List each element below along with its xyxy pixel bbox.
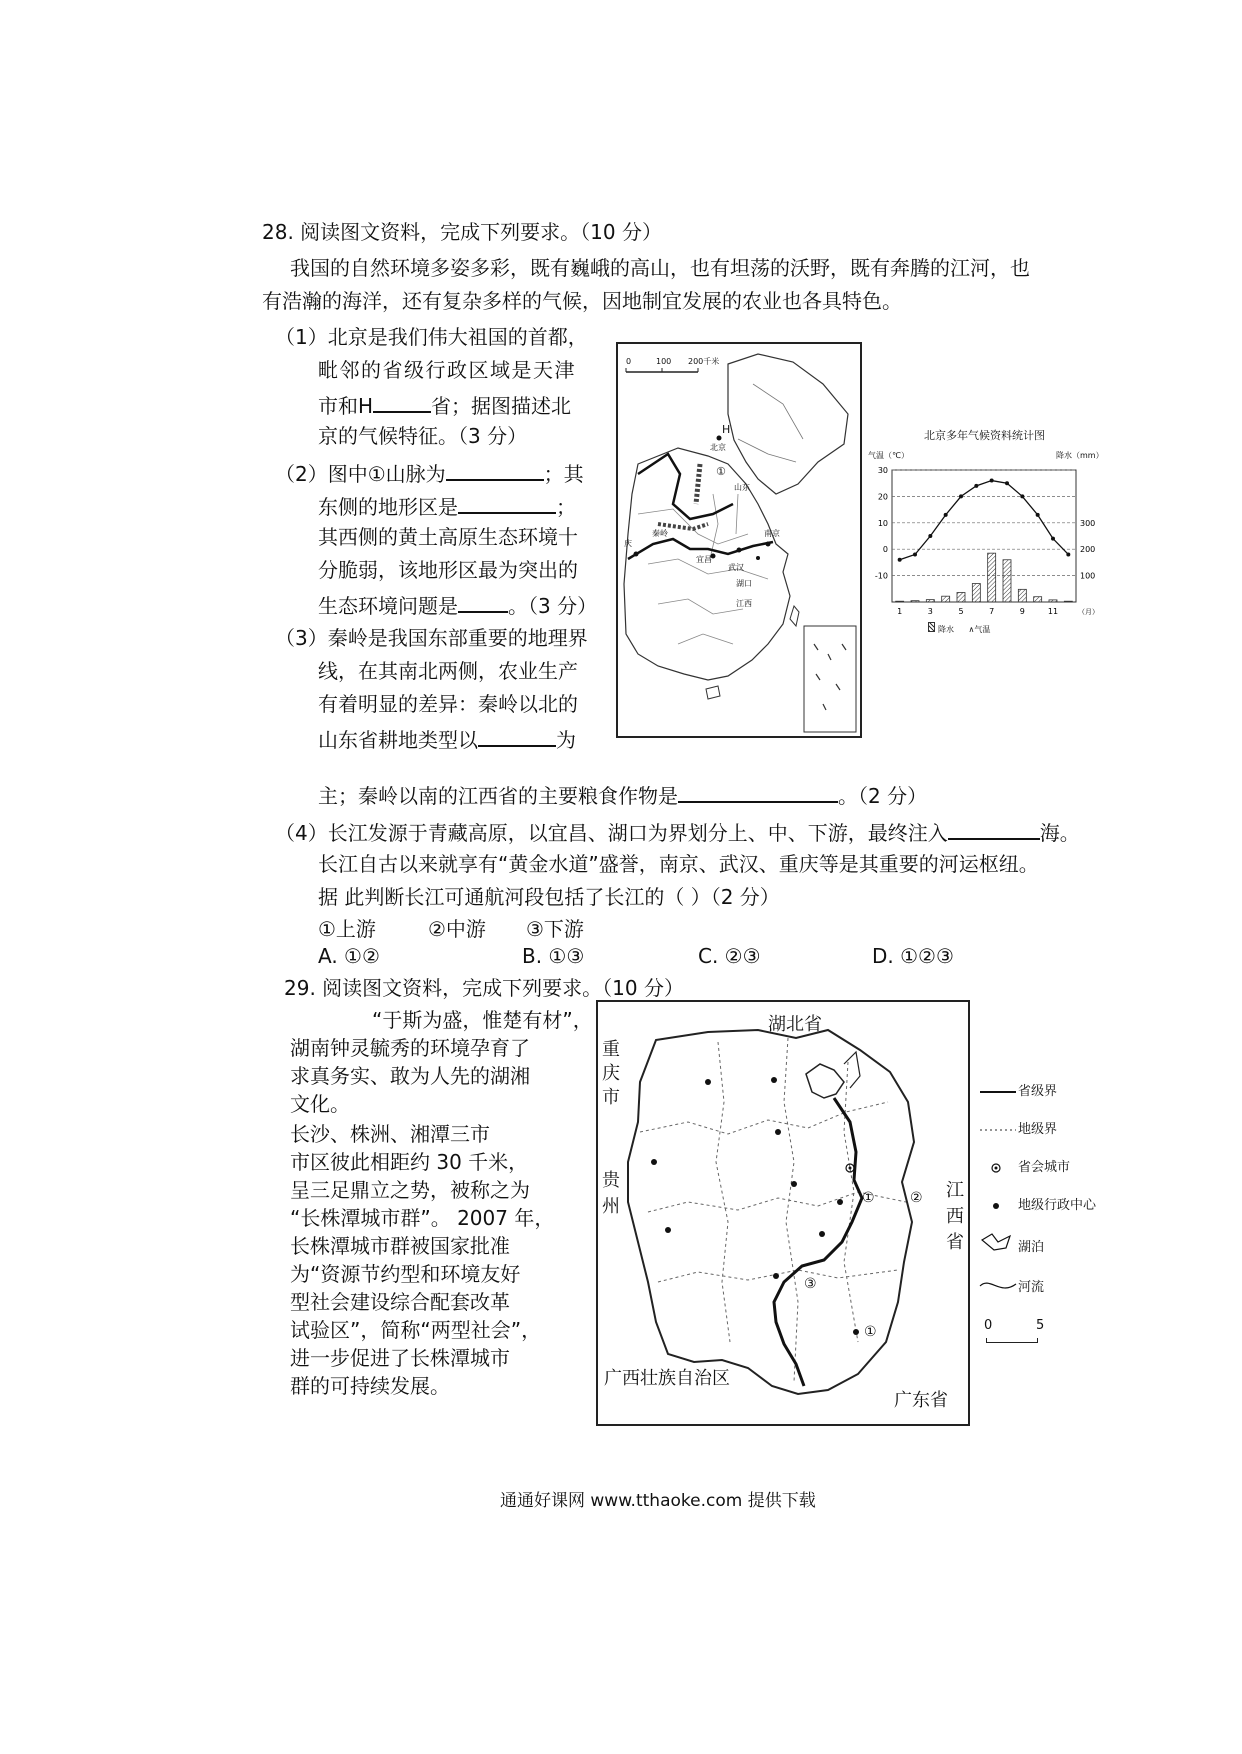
- q29-line11: 型社会建设综合配套改革: [290, 1290, 510, 1314]
- q29-line3: 求真务实、敢为人先的湖湘: [290, 1064, 530, 1088]
- chart-y-left-tick: 20: [877, 492, 888, 502]
- chart-point: [944, 513, 948, 517]
- q29-line14: 群的可持续发展。: [290, 1374, 450, 1398]
- chart-point: [898, 558, 902, 562]
- q29-line5: 长沙、株洲、湘潭三市: [290, 1122, 490, 1146]
- answer-blank-crop[interactable]: [678, 783, 838, 803]
- q28-p4-line3: 据 此判断长江可通航河段包括了长江的（ ）（2 分）: [318, 885, 780, 909]
- hunan-map-drawing: [598, 1002, 968, 1424]
- q29-line9: 长株潭城市群被国家批准: [290, 1234, 510, 1258]
- chart-bar: [1003, 560, 1011, 602]
- hunan-neighbor-guizhou: 贵州: [602, 1170, 620, 1217]
- legend-province-border: 省级界: [1018, 1084, 1058, 1099]
- legend-provincial-capital: 省会城市: [1018, 1160, 1071, 1175]
- chart-y-left-tick: 30: [877, 466, 888, 475]
- q28-p2-line3: 其西侧的黄土高原生态环境十: [318, 525, 578, 549]
- chart-bar: [972, 584, 980, 602]
- q28-p2-line2: [318, 494, 576, 517]
- q28-title: 28. 阅读图文资料，完成下列要求。（10 分）: [262, 220, 662, 244]
- hunan-neighbor-guangxi: 广西壮族自治区: [604, 1368, 730, 1389]
- chart-plot-frame: [892, 470, 1076, 602]
- answer-blank-eco-problem[interactable]: [458, 593, 508, 613]
- chart-bar: [957, 592, 965, 602]
- q28-p2-line1: [275, 461, 584, 484]
- q28-p2-text-d: ；: [556, 495, 576, 519]
- q28-p1-line4: 京的气候特征。（3 分）: [318, 424, 528, 448]
- option-a[interactable]: A. ①②: [318, 944, 380, 968]
- chart-bar: [1049, 600, 1057, 602]
- chart-legend-bar-icon: [928, 622, 935, 632]
- chart-y-left-tick: 10: [877, 518, 888, 528]
- q28-p4-item2: ②中游: [428, 917, 486, 941]
- q29-line1: “于斯为盛，惟楚有材”，: [372, 1008, 593, 1032]
- chart-point: [974, 484, 978, 488]
- legend-prefecture-center: 地级行政中心: [1018, 1198, 1097, 1213]
- chart-bar: [988, 553, 996, 602]
- q29-line6: 市区彼此相距约 30 千米，: [290, 1150, 529, 1174]
- chart-y-left-tick: 0: [882, 545, 888, 555]
- answer-blank-farmland[interactable]: [478, 727, 556, 747]
- q28-p2-text-a: （2）图中①山脉为: [275, 462, 446, 486]
- answer-blank-province[interactable]: [373, 393, 431, 413]
- q28-intro-line1: 我国的自然环境多姿多彩，既有巍峨的高山，也有坦荡的沃野，既有奔腾的江河，也: [290, 256, 1030, 280]
- option-b[interactable]: B. ①③: [522, 944, 585, 968]
- china-map-drawing: [618, 344, 860, 736]
- q28-p3-line1: （3）秦岭是我国东部重要的地理界: [275, 626, 588, 650]
- chart-bar: [926, 600, 934, 602]
- chart-bar: [896, 601, 904, 602]
- q29-line12: 试验区”，简称“两型社会”，: [290, 1318, 542, 1342]
- china-map-label-nanjing: 南京: [764, 529, 780, 538]
- chart-point: [1051, 537, 1055, 541]
- china-map-label-qinling: 秦岭: [652, 529, 668, 538]
- chart-series-line: [900, 481, 1069, 560]
- china-map-scale-200: 200千米: [688, 357, 720, 366]
- chart-x-tick: 3: [927, 607, 933, 616]
- climate-chart: [864, 462, 1104, 632]
- chart-bar: [1018, 589, 1026, 602]
- hunan-scale-5: 5: [1036, 1318, 1045, 1333]
- q28-p3-text-c: 主；秦岭以南的江西省的主要粮食作物是: [318, 784, 678, 808]
- q28-p1-line2: 毗邻的省级行政区域是天津: [318, 358, 576, 382]
- chart-y-right-tick: 300: [1080, 518, 1096, 528]
- q28-p4-text-b: 海。: [1039, 821, 1080, 845]
- q28-p4-item1: ①上游: [318, 917, 376, 941]
- q28-p3-line4: [318, 727, 576, 750]
- answer-blank-mountain[interactable]: [446, 461, 544, 481]
- chart-point: [1005, 481, 1009, 485]
- option-d[interactable]: D. ①②③: [872, 944, 954, 968]
- q28-intro-line2: 有浩瀚的海洋，还有复杂多样的气候，因地制宜发展的农业也各具特色。: [262, 289, 902, 313]
- hunan-marker-3: ③: [804, 1276, 817, 1292]
- chart-point: [928, 534, 932, 538]
- q28-p2-text-c: 东侧的地形区是: [318, 495, 458, 519]
- q28-p4-line1: [275, 820, 1080, 843]
- q28-p2-text-b: ；其: [543, 462, 584, 486]
- china-map-label-mountain-1: ①: [716, 465, 726, 478]
- chart-title: 北京多年气候资料统计图: [924, 429, 1045, 442]
- chart-bar: [942, 596, 950, 602]
- hunan-neighbor-guangdong: 广东省: [894, 1390, 948, 1411]
- chart-x-tick: 1: [897, 607, 903, 616]
- chart-ylabel-right: 降水（mm）: [1056, 451, 1104, 460]
- q28-p4-text-a: （4）长江发源于青藏高原，以宜昌、湖口为界划分上、中、下游，最终注入: [275, 821, 948, 845]
- chart-legend-precip: 降水: [938, 625, 954, 634]
- q28-p3-text-b: 为: [556, 728, 576, 752]
- q28-p2-text-e: 生态环境问题是: [318, 594, 458, 618]
- chart-x-tick: 11: [1047, 607, 1059, 616]
- china-map-scale-100: 100: [656, 357, 672, 366]
- q29-line8: “长株潭城市群”。 2007 年，: [290, 1206, 555, 1230]
- q29-line4: 文化。: [290, 1092, 350, 1116]
- q28-p1-text-b: 省；据图描述北: [431, 394, 572, 418]
- answer-blank-landform[interactable]: [458, 494, 556, 514]
- hunan-neighbor-chongqing: 重庆市: [602, 1039, 620, 1108]
- option-c[interactable]: C. ②③: [698, 944, 761, 968]
- q28-p3-text-a: 山东省耕地类型以: [318, 728, 478, 752]
- q29-title: 29. 阅读图文资料，完成下列要求。（10 分）: [284, 976, 684, 1000]
- chart-ylabel-left: 气温（℃）: [868, 451, 909, 460]
- q28-p1-line3: [318, 393, 571, 416]
- q28-p3-line5: [318, 783, 927, 806]
- chart-x-tick: 9: [1019, 607, 1025, 616]
- chart-x-tick: 7: [989, 607, 995, 616]
- china-map-label-wuhan: 武汉: [728, 563, 744, 572]
- china-map: [616, 342, 862, 738]
- answer-blank-sea[interactable]: [948, 820, 1040, 840]
- q28-p2-text-f: 。（3 分）: [508, 594, 598, 618]
- china-map-label-beijing: 北京: [710, 443, 726, 452]
- chart-legend: [928, 622, 990, 634]
- q28-p4-item3: ③下游: [526, 917, 584, 941]
- chart-bar: [1034, 597, 1042, 602]
- china-map-label-chongqing: 庆: [624, 539, 632, 548]
- chart-point: [1066, 552, 1070, 556]
- hunan-legend-symbols: [976, 1080, 1024, 1320]
- q28-p2-line4: 分脆弱，该地形区最为突出的: [318, 558, 578, 582]
- china-map-label-shandong: 山东: [734, 483, 750, 492]
- china-map-scale-0: 0: [626, 357, 632, 366]
- footer-text: 通通好课网 www.tthaoke.com 提供下载: [500, 1491, 816, 1511]
- hunan-neighbor-hubei: 湖北省: [768, 1014, 822, 1035]
- q29-line10: 为“资源节约型和环境友好: [290, 1262, 521, 1286]
- legend-river: 河流: [1018, 1280, 1045, 1295]
- chart-point: [959, 494, 963, 498]
- q28-p3-line2: 线，在其南北两侧，农业生产: [318, 659, 578, 683]
- chart-legend-temp: 气温: [974, 625, 991, 634]
- chart-legend-line-icon: ∧: [968, 625, 975, 634]
- chart-bar: [1064, 601, 1072, 602]
- hunan-scale-bar: [986, 1338, 1038, 1343]
- chart-point: [1020, 494, 1024, 498]
- legend-lake: 湖泊: [1018, 1240, 1045, 1255]
- q28-p4-line2: 长江自古以来就享有“黄金水道”盛誉，南京、武汉、重庆等是其重要的河运枢纽。: [318, 852, 1039, 876]
- hunan-marker-2: ②: [910, 1190, 923, 1206]
- q28-p3-text-d: 。（2 分）: [838, 784, 928, 808]
- q28-p1-line1: （1）北京是我们伟大祖国的首都，: [275, 325, 588, 349]
- china-map-label-yichang: 宜昌: [696, 555, 712, 564]
- chart-x-tick: 5: [958, 607, 964, 616]
- chart-x-label: （月）: [1078, 608, 1099, 616]
- chart-y-right-tick: 100: [1080, 571, 1096, 581]
- china-map-label-h: H: [722, 423, 731, 436]
- hunan-marker-4: ①: [864, 1324, 877, 1340]
- q29-line13: 进一步促进了长株潭城市: [290, 1346, 510, 1370]
- hunan-scale-0: 0: [984, 1318, 993, 1333]
- hunan-map: [596, 1000, 970, 1426]
- chart-y-right-tick: 200: [1080, 545, 1096, 555]
- chart-bar: [911, 601, 919, 602]
- chart-point: [913, 552, 917, 556]
- hunan-neighbor-jiangxi: 江西省: [946, 1180, 964, 1253]
- q29-line7: 呈三足鼎立之势，被称之为: [290, 1178, 530, 1202]
- hunan-marker-1: ①: [862, 1190, 875, 1206]
- q29-line2: 湖南钟灵毓秀的环境孕育了: [290, 1036, 530, 1060]
- chart-point: [1036, 513, 1040, 517]
- q28-p1-text-a: 市和H: [318, 394, 374, 418]
- china-map-label-hukou: 湖口: [736, 579, 752, 588]
- q28-p2-line5: [318, 593, 597, 616]
- chart-y-left-tick: -10: [874, 571, 888, 581]
- q28-p3-line3: 有着明显的差异：秦岭以北的: [318, 692, 578, 716]
- legend-prefecture-border: 地级界: [1018, 1122, 1058, 1137]
- chart-point: [990, 479, 994, 483]
- china-map-label-jiangxi: 江西: [736, 599, 752, 608]
